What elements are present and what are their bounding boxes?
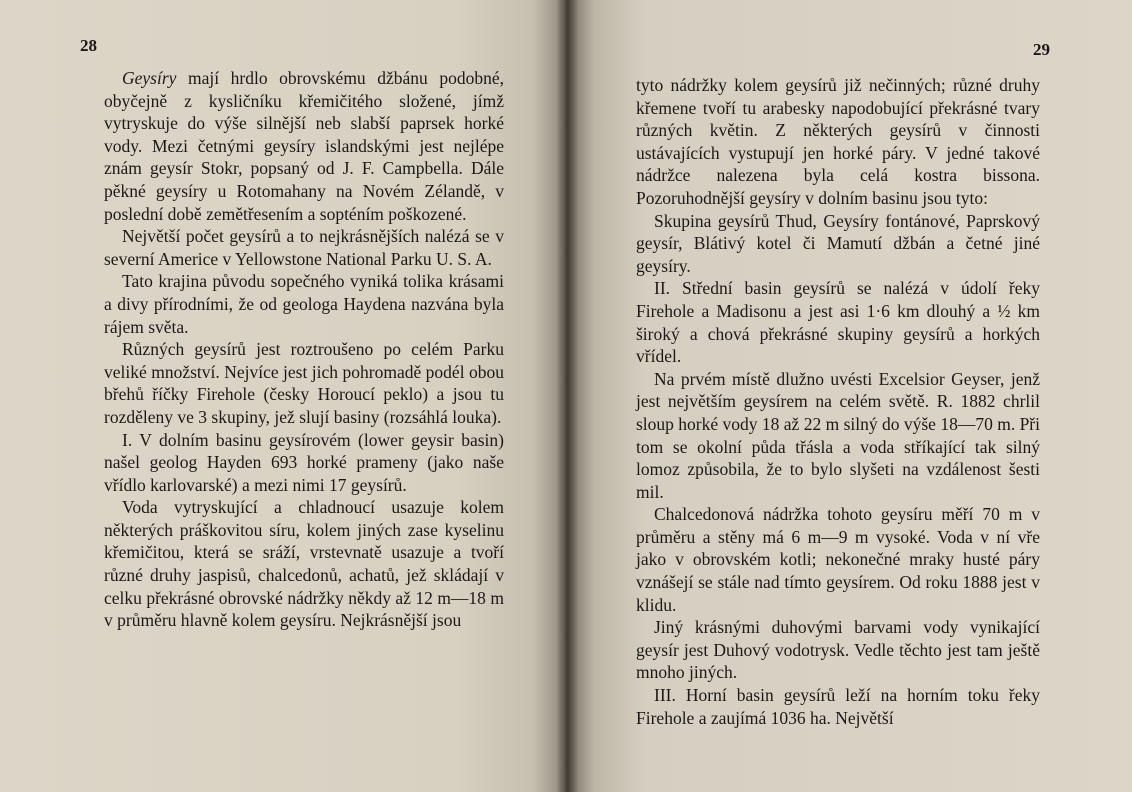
paragraph: Geysíry mají hrdlo obrovskému džbánu podobné, obyčejně z kysličníku křemičitého složené, jímž vytryskuje do výše silnější neb slabší paprsek horké vody. Mezi četnými geysíry islandskými jest nejlépe znám geysír Stokr, popsaný od J. F. Campbella. Dále pěkné geysíry u Rotomahany na Novém Zélandě, v poslední době zemětřesením a sopténím poškozené. xyxy=(104,68,504,224)
paragraph: III. Horní basin geysírů leží na horním toku řeky Firehole a zaujímá 1036 ha. Největší xyxy=(636,685,1040,728)
left-page-number: 28 xyxy=(80,36,97,55)
paragraph: Jiný krásnými duhovými barvami vody vynikající geysír jest Duhový vodotrysk. Vedle těchto jest tam ještě mnoho jiných. xyxy=(636,617,1040,683)
paragraph: tyto nádržky kolem geysírů již nečinných; různé druhy křemene tvoří tu arabesky napodobující překrásné tvary různých květin. Z některých geysírů v činnosti ustávajících vystupují jen horké páry. V jedné takové nádržce nalezena byla celá kostra bissona. Pozoruhodnější geysíry v dolním basinu jsou tyto: xyxy=(636,75,1040,208)
left-page-text xyxy=(104,67,504,632)
right-page-number: 29 xyxy=(1033,40,1050,59)
paragraph: Největší počet geysírů a to nejkrásnějších nalézá se v severní Americe v Yellowstone National Parku U. S. A. xyxy=(104,226,504,269)
paragraph: Různých geysírů jest roztroušeno po celém Parku veliké množství. Nejvíce jest jich pohromadě podél obou břehů říčky Firehole (česky Horoucí peklo) a jsou tu rozděleny ve 3 skupiny, jež slují basiny (rozsáhlá louka). xyxy=(104,339,504,427)
paragraph: Chalcedonová nádržka tohoto geysíru měří 70 m v průměru a stěny má 6 m—9 m vysoké. Voda v ní vře jako v obrovském kotli; nekonečné mraky husté páry vznášejí se stále nad tímto geysírem. Od roku 1888 jest v klidu. xyxy=(636,504,1040,615)
paragraph: Skupina geysírů Thud, Geysíry fontánové, Paprskový geysír, Blátivý kotel či Mamutí džbán a četné jiné geysíry. xyxy=(636,210,1040,276)
lead-term: Geysíry xyxy=(122,68,177,88)
paragraph: II. Střední basin geysírů se nalézá v údolí řeky Firehole a Madisonu a jest asi 1·6 km dlouhý a ½ km široký a chová překrásné skupiny geysírů a horkých vřídel. xyxy=(636,278,1040,367)
paragraph: I. V dolním basinu geysírovém (lower geysir basin) našel geolog Hayden 693 horké prameny (jako naše vřídlo karlovarské) a mezi nimi 17 geysírů. xyxy=(104,429,504,495)
paragraph: Tato krajina původu sopečného vyniká tolika krásami a divy přírodními, že od geologa Haydena nazvána byla rájem světa. xyxy=(104,271,504,337)
right-page xyxy=(566,0,1132,792)
paragraph: Na prvém místě dlužno uvésti Excelsior Geyser, jenž jest největším geysírem na celém světě. R. 1882 chrlil sloup horké vody 18 až 22 m silný do výše 18—70 m. Při tom se okolní půda třásla a voda stříkající tak silný lomoz způsobila, že to bylo slyšeti na vzdálenost šesti mil. xyxy=(636,368,1040,502)
paragraph: Voda vytryskující a chladnoucí usazuje kolem některých práškovitou síru, kolem jiných zase kyselinu křemičitou, která se sráží, vrstevnatě usazuje a tvoří různé druhy jaspisů, chalcedonů, achatů, jež skládají v celku překrásné obrovské nádržky někdy až 12 m—18 m v průměru hlavně kolem geysíru. Nejkrásnější jsou xyxy=(104,497,504,631)
book-gutter xyxy=(556,0,578,792)
right-page-text xyxy=(636,74,1040,729)
